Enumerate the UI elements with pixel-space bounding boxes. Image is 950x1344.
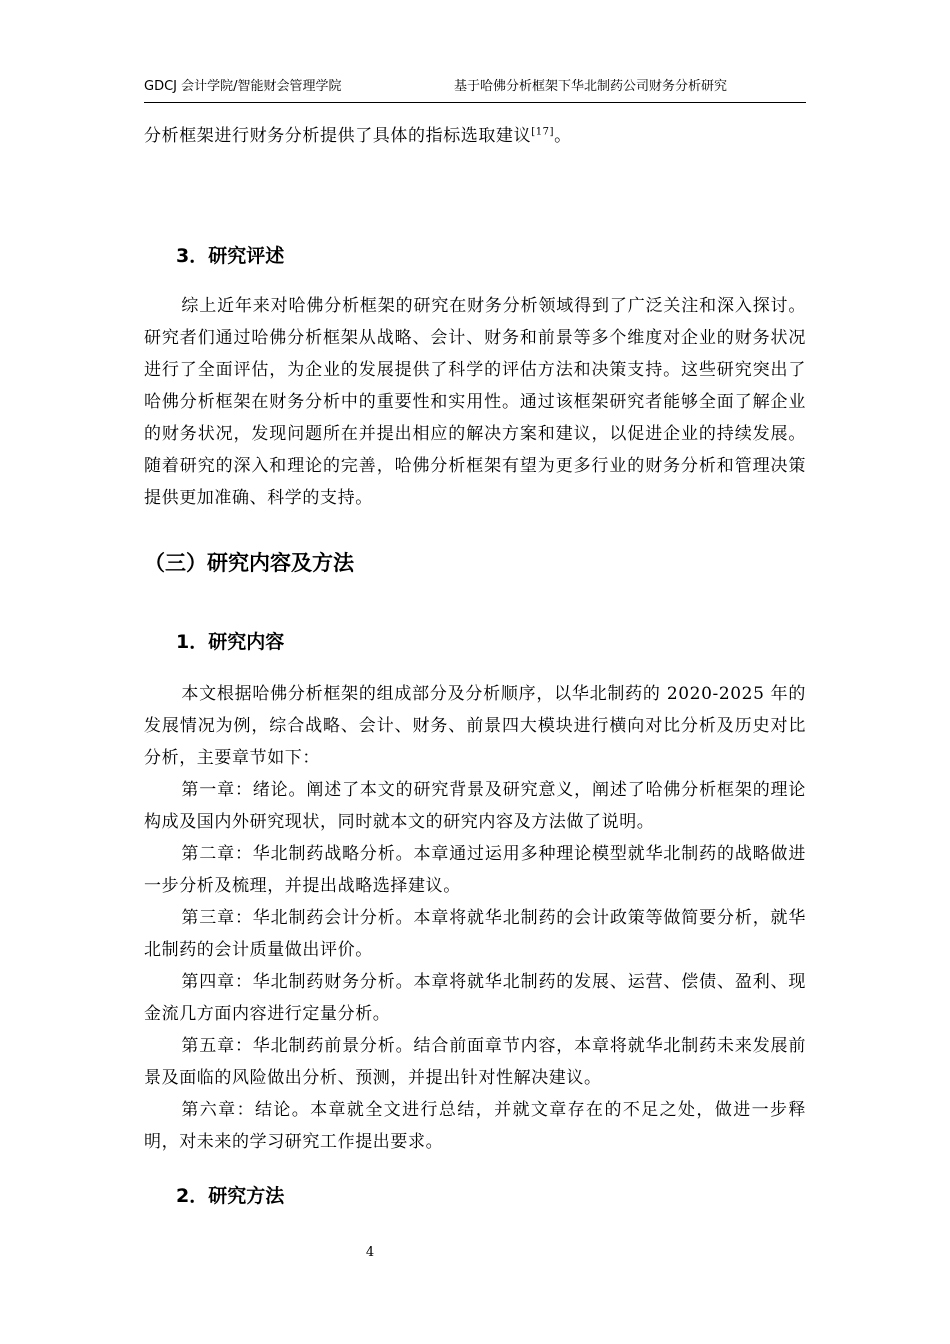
page-header xyxy=(144,76,806,103)
chapter-item-5: 第五章：华北制药前景分析。结合前面章节内容，本章将就华北制药未来发展前景及面临的风险做出分析、预测，并提出针对性解决建议。 xyxy=(144,1036,806,1088)
section-heading-research-method: 2．研究方法 xyxy=(176,1185,285,1207)
chapter-item-4: 第四章：华北制药财务分析。本章将就华北制药的发展、运营、偿债、盈利、现金流几方面内容进行定量分析。 xyxy=(144,972,806,1024)
chapter-item-3: 第三章：华北制药会计分析。本章将就华北制药的会计政策等做简要分析，就华北制药的会计质量做出评价。 xyxy=(144,908,806,960)
header-institution: GDCJ 会计学院/智能财会管理学院 xyxy=(144,79,342,94)
citation-reference: [17] xyxy=(531,126,555,138)
chapter-item-6: 第六章：结论。本章就全文进行总结，并就文章存在的不足之处，做进一步释明，对未来的学习研究工作提出要求。 xyxy=(144,1100,806,1152)
intro-continuation xyxy=(144,120,806,152)
page-number: 4 xyxy=(365,1245,375,1260)
research-content-body xyxy=(144,678,806,1158)
research-review-paragraph: 综上近年来对哈佛分析框架的研究在财务分析领域得到了广泛关注和深入探讨。研究者们通过哈佛分析框架从战略、会计、财务和前景等多个维度对企业的财务状况进行了全面评估，为企业的发展提供了科学的评估方法和决策支持。这些研究突出了哈佛分析框架在财务分析中的重要性和实用性。通过该框架研究者能够全面了解企业的财务状况，发现问题所在并提出相应的解决方案和建议，以促进企业的持续发展。随着研究的深入和理论的完善，哈佛分析框架有望为更多行业的财务分析和管理决策提供更加准确、科学的支持。 xyxy=(144,296,806,508)
research-review-body xyxy=(144,290,806,514)
intro-end: 。 xyxy=(554,126,572,146)
intro-text: 分析框架进行财务分析提供了具体的指标选取建议 xyxy=(144,126,532,146)
research-content-intro: 本文根据哈佛分析框架的组成部分及分析顺序，以华北制药的 2020-2025 年的发展情况为例，综合战略、会计、财务、前景四大模块进行横向对比分析及历史对比分析，主要章节如下： xyxy=(144,684,806,768)
chapter-item-2: 第二章：华北制药战略分析。本章通过运用多种理论模型就华北制药的战略做进一步分析及梳理，并提出战略选择建议。 xyxy=(144,844,806,896)
section-heading-research-content: 1．研究内容 xyxy=(176,631,285,653)
chapter-item-1: 第一章：绪论。阐述了本文的研究背景及研究意义，阐述了哈佛分析框架的理论构成及国内外研究现状，同时就本文的研究内容及方法做了说明。 xyxy=(144,780,806,832)
section-heading-research-review: 3．研究评述 xyxy=(176,245,285,267)
header-paper-title: 基于哈佛分析框架下华北制药公司财务分析研究 xyxy=(454,79,728,94)
part-heading-content-and-methods: （三）研究内容及方法 xyxy=(144,551,354,575)
